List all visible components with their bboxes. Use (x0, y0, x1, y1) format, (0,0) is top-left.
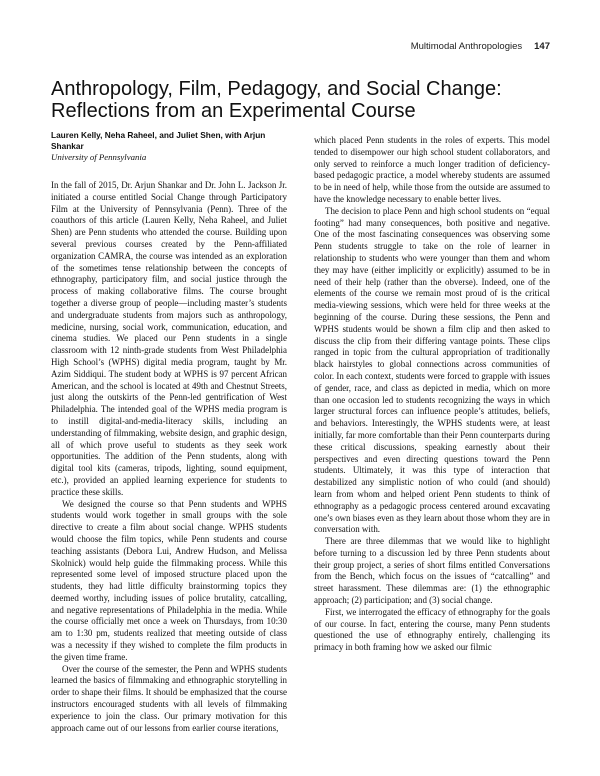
right-column (314, 135, 550, 654)
body-paragraph-5: There are three dilemmas that we would like to highlight before turning to a discussion led by three Penn students about their group project, a series of short films entitled Conversations from the Bench, which focus on the issues of “catcalling” and street harassment. These dilemmas are: (1) the ethnographic approach; (2) participation; and (3) social change. (314, 536, 550, 606)
article-title: Anthropology, Film, Pedagogy, and Social Change: Reflections from an Experimental Course (51, 78, 502, 122)
affiliation: University of Pennsylvania (51, 152, 147, 162)
body-paragraph-2: We designed the course so that Penn students and WPHS students would work together in small groups with the sole directive to create a film about social change. WPHS students would choose the film topics, while Penn students and course teaching assistants (Debora Lui, Andrew Hudson, and Melissa Skolnick) would help guide the filmmaking process. While this represented some level of imposed structure placed upon the students, they had little difficulty brainstorming topics they deemed worthy, including issues of police brutality, catcalling, and negative representations of Philadelphia in the media. While the course officially met once a week on Thursdays, from 10:30 am to 1:30 pm, students realized that meeting outside of class was a necessity if they wished to complete the film products in the given time frame. (51, 498, 287, 662)
body-paragraph-4: The decision to place Penn and high school students on “equal footing” had many consequences, both positive and negative. One of the most fascinating consequences was observing some Penn students struggle to take on the role of learner in relationship to students who were younger than them and whom they may have (either implicitly or explicitly) assumed to be in need of their help (rather than the obverse). Indeed, one of the elements of the course we remain most proud of is the critical media-viewing sessions, which were held for three weeks at the beginning of the course. During these sessions, the Penn and WPHS students would be shown a film clip and then asked to discuss the clip from their differing vantage points. These clips ranged in topic from the cultural appropriation of traditionally black hairstyles to global connections across communities of color. In each context, students were forced to grapple with issues of gender, race, and class as depicted in media, which on more than one occasion led to students recognizing the ways in which larger structural forces can influence people’s attitudes, beliefs, and behaviors. Interestingly, the WPHS students were, at least initially, far more comfortable than their Penn counterparts during these critical discussions, speaking earnestly about their perspectives and even directing questions toward the Penn students. Ultimately, it was this type of interaction that destabilized any simplistic notion of who could (and should) learn from whom and helped orient Penn students to think of ethnography as a pedagogic process centered around excavating one’s own biases even as they learn about those whom they are in conversation with. (314, 205, 550, 535)
page-number: 147 (534, 41, 550, 52)
body-paragraph-3-continued: which placed Penn students in the roles of experts. This model tended to disempower our high school student collaborators, and only served to reinforce a much longer tradition of deficiency-based pedagogic practice, a model whereby students are assumed to be in need of help, while those from the outside are assumed to have the knowledge necessary to enable better lives. (314, 135, 550, 204)
left-column (51, 130, 287, 734)
journal-name: Multimodal Anthropologies (410, 41, 523, 52)
body-paragraph-3: Over the course of the semester, the Penn and WPHS students learned the basics of filmmaking and ethnographic storytelling in order to shape their films. It should be emphasized that the course instructors encouraged students with all levels of filmmaking experience to join the class. Our primary motivation for this approach came out of our lessons from earlier course iterations, (51, 663, 287, 733)
body-paragraph-6: First, we interrogated the efficacy of ethnography for the goals of our course. In fact, entering the course, many Penn students questioned the use of ethnography entirely, challenging its primacy in both framing how we asked our filmic (314, 606, 550, 653)
running-head (411, 41, 550, 52)
author-line: Lauren Kelly, Neha Raheel, and Juliet Shen, with Arjun Shankar (51, 130, 266, 151)
body-paragraph-1: In the fall of 2015, Dr. Arjun Shankar and Dr. John L. Jackson Jr. initiated a course entitled Social Change through Participatory Film at the University of Pennsylvania (Penn). Three of the coauthors of this article (Lauren Kelly, Neha Raheel, and Juliet Shen) are Penn students who attended the course. Building upon several previous courses created by the Penn-affiliated organization CAMRA, the course was intended as an exploration of the sometimes tense relationship between the concepts of ethnography, participatory film, and social justice through the process of making collaborative films. The course brought together a diverse group of people—including master’s students and undergraduate students from majors such as anthropology, medicine, nursing, social work, communication, education, and cinema studies. We placed our Penn students in a single classroom with 12 ninth-grade students from West Philadelphia High School’s (WPHS) digital media program, taught by Mr. Azim Siddiqui. The student body at WPHS is 97 percent African American, and the school is located at 49th and Chestnut Streets, just along the outskirts of the Penn-led gentrification of West Philadelphia. The intended goal of the WPHS media program is to instill digital-and-media-literacy skills, including an understanding of filmmaking, website design, and graphic design, all of which prove useful to students as they seek work opportunities. The addition of the Penn students, along with digital tool kits (cameras, tripods, lighting, sound equipment, etc.), provided an applied learning experience for students to practice these skills. (51, 180, 287, 497)
